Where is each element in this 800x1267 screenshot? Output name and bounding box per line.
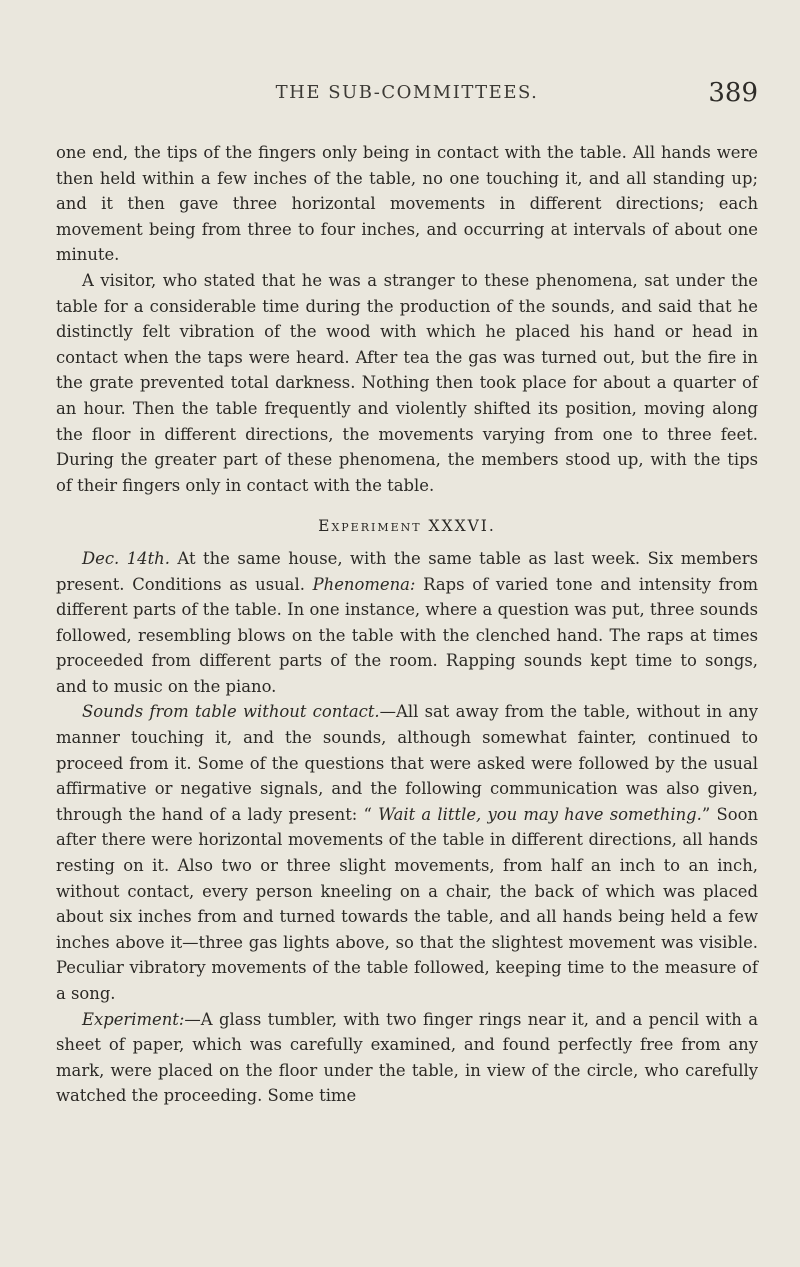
paragraph-visitor: A visitor, who stated that he was a stranger to these phenomena, sat under the table for a considerable time during the production of the sounds, and said that he distinctly felt vibration of the wood with which he placed his hand or head in contact when the taps were heard. After tea the gas was turned out, but the fire in the grate prevented total darkness. Nothing then took place for about a quarter of an hour. Then the table frequently and violently shifted its position, moving along the floor in different directions, the movements varying from one to three feet. During the greater part of these phenomena, the members stood up, with the tips of their fingers only in contact with the table. bbox=[56, 270, 758, 495]
paragraph-continuation: one end, the tips of the fingers only being in contact with the table. All hands were then held within a few inches of the table, no one touching it, and all standing up; and it then gave three horizontal movements in different directions; each movement being from three to four inches, and occurring at intervals of about one minute. bbox=[56, 143, 758, 265]
paragraph-sounds-without-contact bbox=[56, 699, 758, 1006]
running-head-title: THE SUB-COMMITTEES. bbox=[275, 82, 539, 103]
sounds-label: Sounds from table without contact. bbox=[82, 702, 380, 722]
paragraph-text: Raps of varied tone and intensity from different parts of the table. In one instance, where a question was put, three sounds followed, resembling blows on the table with the clenched hand. The raps at times proceeded from different parts of the room. Rapping sounds kept time to songs, and to music on the piano. bbox=[56, 574, 758, 696]
paragraph-text: —All sat away from the table, without in any manner touching it, and the sounds, although somewhat fainter, continued to proceed from it. Some of the questions that were asked were followed by the usual affirmative or negative signals, and the following communication was also given, through the hand of a lady present: “ bbox=[56, 702, 758, 824]
paragraph-experiment-tumbler bbox=[56, 1007, 758, 1109]
quoted-message: Wait a little, you may have something. bbox=[378, 804, 702, 824]
experiment-label: Experiment: bbox=[82, 1009, 185, 1029]
page-number: 389 bbox=[708, 78, 758, 108]
running-head bbox=[56, 78, 758, 112]
date-label: Dec. 14th. bbox=[82, 548, 170, 568]
experiment-heading: Experiment XXXVI. bbox=[318, 517, 496, 536]
phenomena-label: Phenomena: bbox=[312, 574, 416, 594]
paragraph-text: —A glass tumbler, with two finger rings near it, and a pencil with a sheet of paper, which was carefully examined, and found perfectly free from any mark, were placed on the floor under the table, in view of the circle, who carefully watched the proceeding. Some time bbox=[56, 1009, 758, 1106]
body-text bbox=[56, 140, 758, 1109]
paragraph-text: At the same house, with the same table as last week. Six members present. Conditions as usual. bbox=[56, 548, 758, 594]
paragraph-dec-14 bbox=[56, 546, 758, 700]
paragraph-text: ” Soon after there were horizontal movements of the table in different directions, all hands resting on it. Also two or three slight movements, from half an inch to an inch, without contact, every person kneeling on a chair, the back of which was placed about six inches from and turned towards the table, and all hands being held a few inches above it—three gas lights above, so that the slightest movement was visible. Peculiar vibratory movements of the table followed, keeping time to the measure of a song. bbox=[56, 804, 759, 1003]
